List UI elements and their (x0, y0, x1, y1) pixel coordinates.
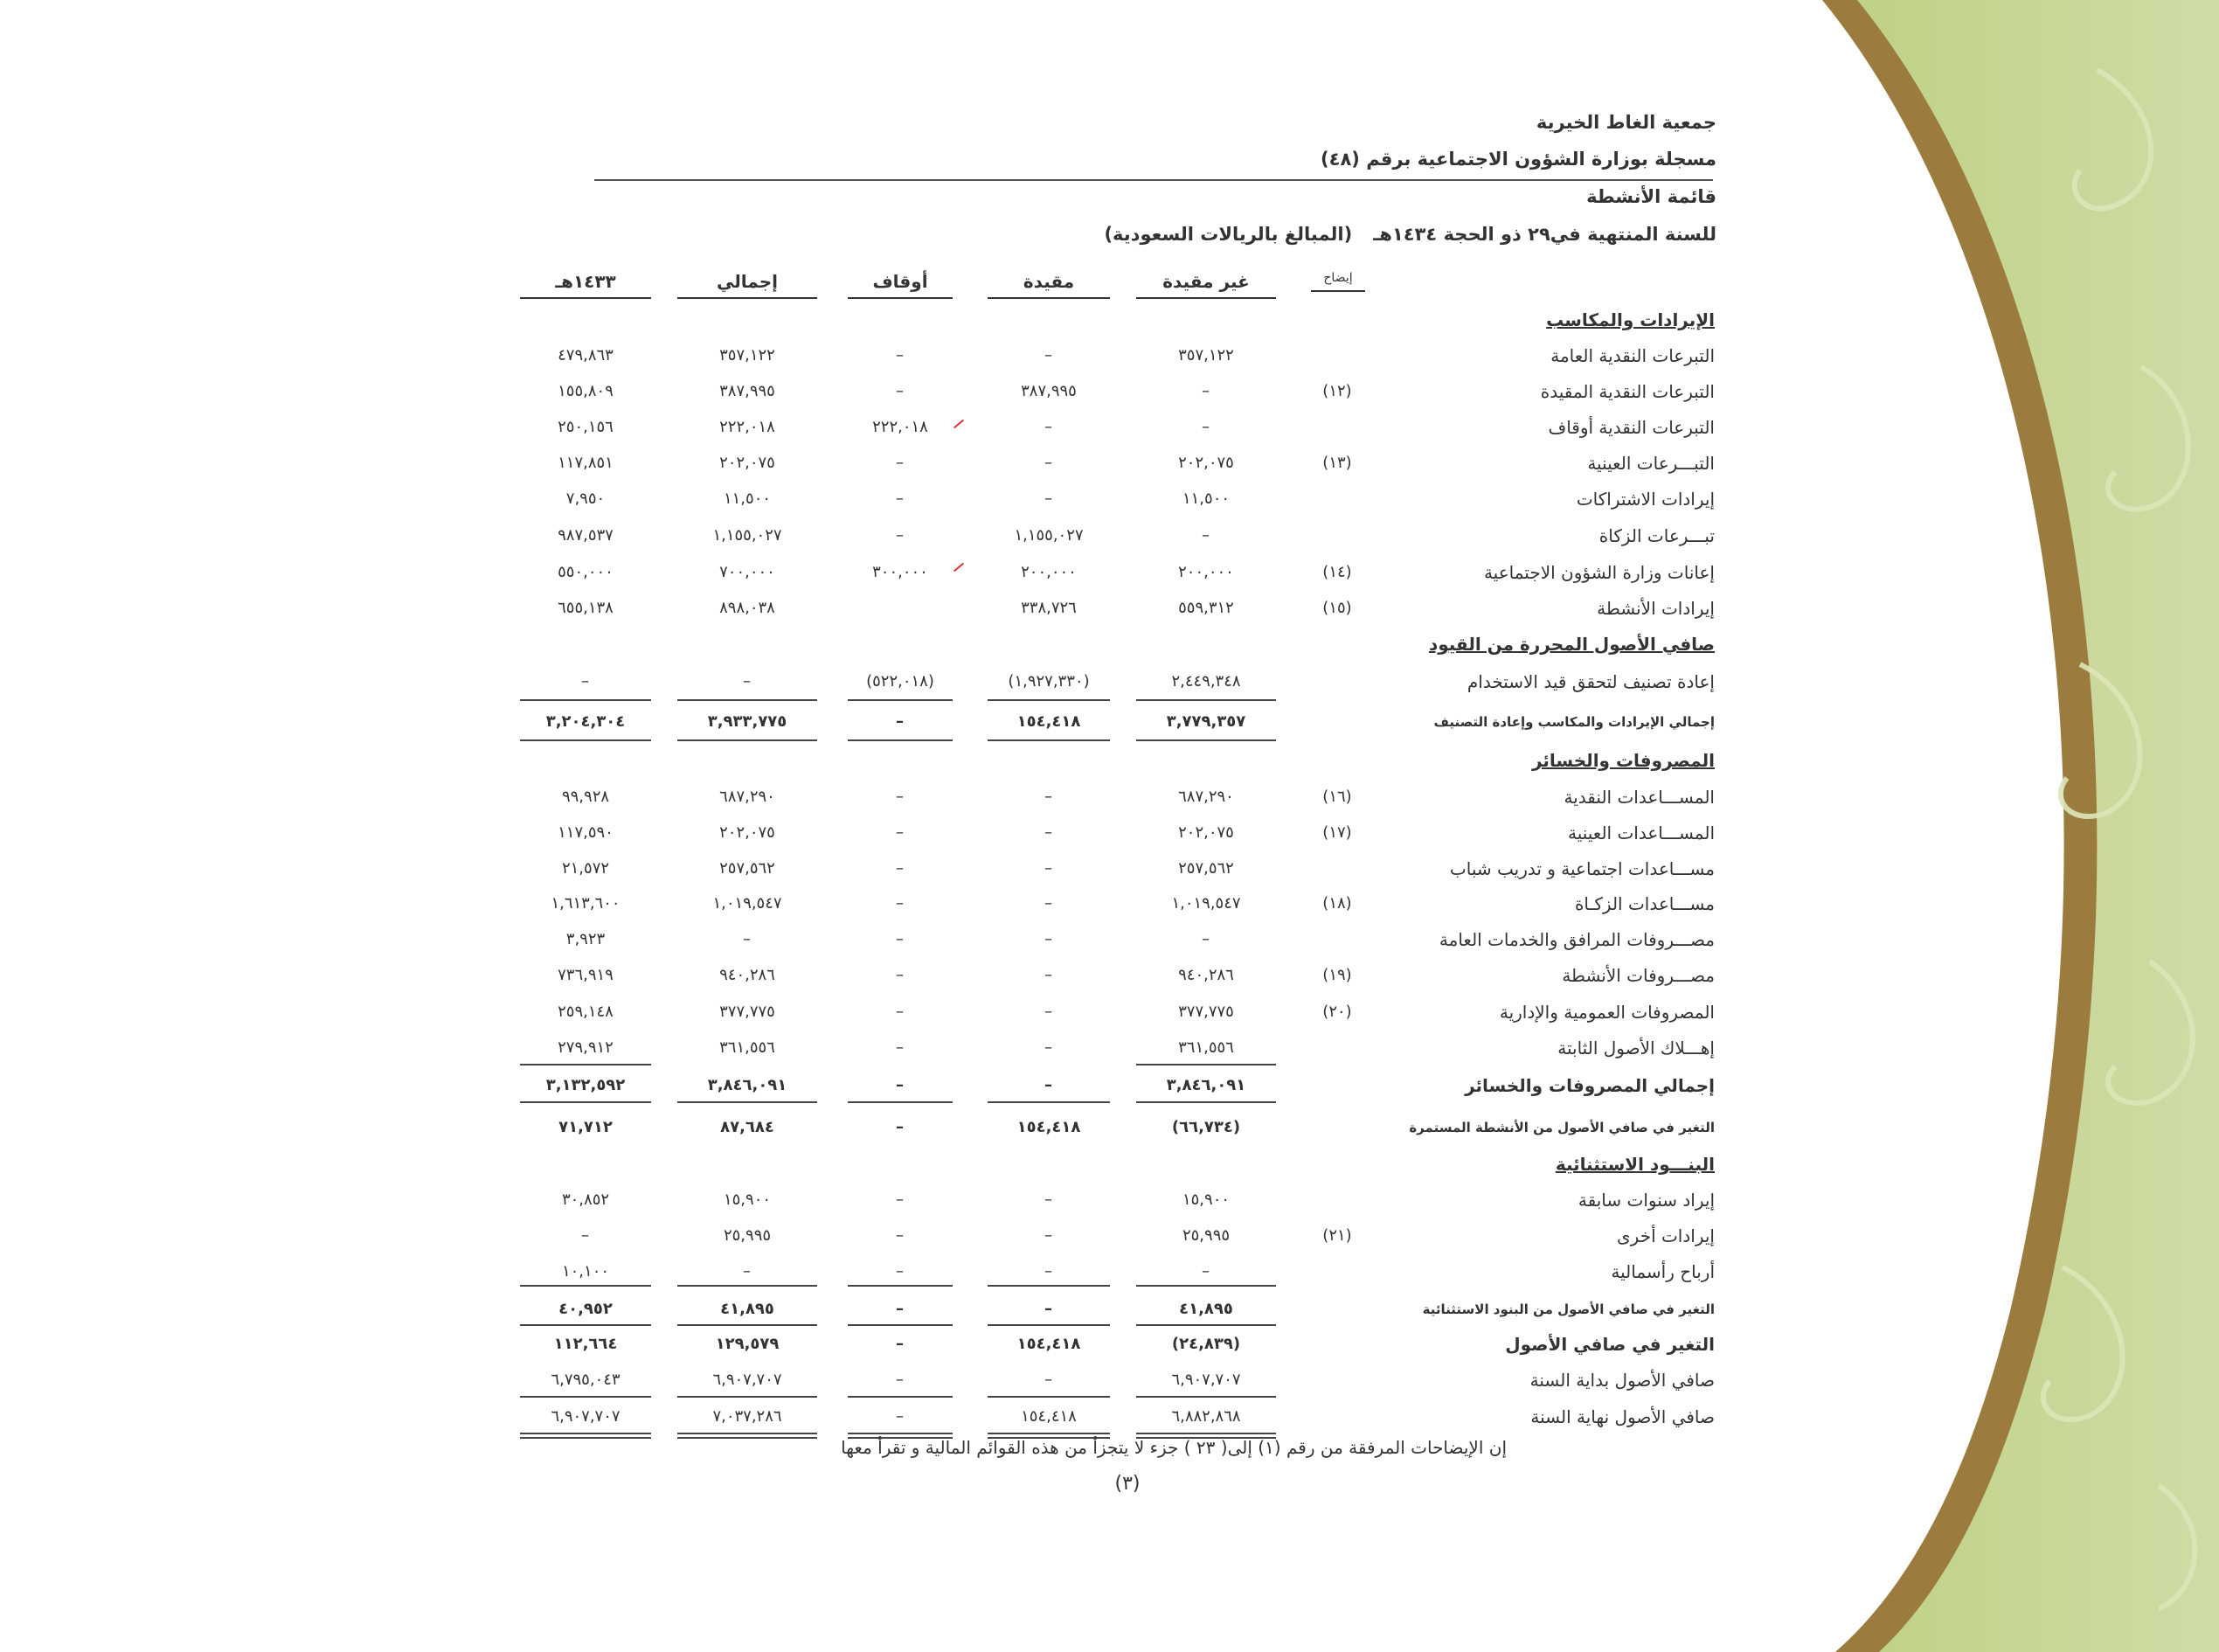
unrestricted-cell: ٢٠٠,٠٠٠ (1178, 563, 1234, 581)
unrestricted-cell: ٤١,٨٩٥ (1179, 1300, 1233, 1318)
single-rule (988, 739, 1110, 741)
row-label: التغير في صافي الأصول من البنود الاستثنائية (1422, 1301, 1715, 1317)
row-label: مســـاعدات اجتماعية و تدريب شباب (1449, 858, 1715, 879)
restricted-cell: (١,٩٢٧,٣٣٠) (1008, 672, 1090, 691)
prev-year-cell: ٩٨٧,٥٣٧ (558, 526, 614, 545)
table-row (0, 1070, 2219, 1101)
prev-year-cell: ١١٧,٥٩٠ (558, 823, 614, 842)
page-number: (٣) (1114, 1473, 1141, 1495)
col-header-note: إيضاح (1311, 271, 1365, 292)
note-cell: (٢٠) (1322, 1003, 1352, 1021)
awqaf-cell: ٢٢٢,٠١٨ (872, 418, 928, 436)
awqaf-cell: – (896, 1226, 905, 1245)
table-row (0, 304, 2219, 336)
total-cell: – (743, 930, 752, 948)
single-rule (848, 739, 953, 741)
prev-year-cell: ٦,٧٩٥,٠٤٣ (551, 1371, 621, 1389)
restricted-cell: ٣٣٨,٧٢٦ (1021, 599, 1077, 617)
note-cell: (١٦) (1322, 788, 1352, 806)
single-rule (988, 1396, 1110, 1398)
single-rule (520, 1285, 651, 1287)
single-rule (520, 1324, 651, 1326)
awqaf-cell: – (896, 930, 905, 948)
total-cell: ٨٧,٦٨٤ (720, 1118, 774, 1136)
total-cell: ٧٠٠,٠٠٠ (719, 563, 775, 581)
single-rule (520, 1396, 651, 1398)
unrestricted-cell: ٥٥٩,٣١٢ (1178, 599, 1234, 617)
col-header-total: إجمالي (677, 271, 817, 299)
row-label: صافي الأصول بداية السنة (1529, 1370, 1715, 1391)
restricted-cell: – (1044, 894, 1053, 913)
prev-year-cell: ٢١,٥٧٢ (561, 859, 610, 878)
footer-note: إن الإيضاحات المرفقة من رقم (١) إلى( ٢٣ ) جزء لا يتجزأ من هذه القوائم المالية و تقرأ معها (841, 1437, 1507, 1458)
single-rule (848, 1285, 953, 1287)
table-row (0, 817, 2219, 849)
table-row (0, 996, 2219, 1028)
table-row (0, 520, 2219, 552)
row-label: التبرعات النقدية المقيدة (1540, 381, 1715, 402)
restricted-cell: – (1044, 346, 1053, 364)
awqaf-cell: – (896, 1300, 905, 1318)
prev-year-cell: ٦,٩٠٧,٧٠٧ (551, 1407, 621, 1426)
single-rule (677, 1324, 817, 1326)
total-cell: ٢٠٢,٠٧٥ (719, 454, 775, 472)
total-cell: ٣٥٧,١٢٢ (719, 346, 775, 364)
row-label: إيرادات الأنشطة (1597, 598, 1715, 619)
table-row (0, 448, 2219, 479)
prev-year-cell: ٢٥٠,١٥٦ (558, 418, 614, 436)
row-label: إعانات وزارة الشؤون الاجتماعية (1483, 562, 1715, 583)
single-rule (1136, 739, 1276, 741)
note-cell: (١٣) (1322, 454, 1352, 472)
single-rule (1136, 1101, 1276, 1103)
awqaf-cell: – (896, 1190, 905, 1209)
note-cell: (١٩) (1322, 966, 1352, 984)
double-rule (677, 1433, 817, 1439)
unrestricted-cell: ٢٥,٩٩٥ (1182, 1226, 1231, 1245)
single-rule (1136, 1285, 1276, 1287)
unrestricted-cell: ٦٨٧,٢٩٠ (1178, 788, 1234, 806)
row-label: صافي الأصول المحررة من القيود (1428, 634, 1715, 655)
restricted-cell: – (1044, 489, 1053, 508)
table-row (0, 853, 2219, 885)
note-cell: (١٥) (1322, 599, 1352, 617)
table-row (0, 483, 2219, 515)
single-rule (1136, 1064, 1276, 1065)
note-cell: (١٤) (1322, 563, 1352, 581)
awqaf-cell: – (896, 1003, 905, 1021)
restricted-cell: – (1044, 1076, 1053, 1094)
total-cell: – (743, 1262, 752, 1281)
single-rule (848, 1396, 953, 1398)
unrestricted-cell: ٢,٤٤٩,٣٤٨ (1171, 672, 1241, 691)
row-label: تبـــرعات الزكاة (1598, 525, 1715, 546)
awqaf-cell: – (896, 382, 905, 400)
prev-year-cell: ٤٠,٩٥٢ (558, 1300, 613, 1318)
row-label: التبـــرعات العينية (1587, 453, 1715, 474)
total-cell: ٧,٠٣٧,٢٨٦ (712, 1407, 782, 1426)
row-label: إجمالي المصروفات والخسائر (1465, 1075, 1715, 1096)
row-label: مصـــروفات المرافق والخدمات العامة (1439, 929, 1715, 950)
unrestricted-cell: ٣٥٧,١٢٢ (1178, 346, 1234, 364)
table-row (0, 1256, 2219, 1288)
unrestricted-cell: – (1202, 1262, 1210, 1281)
row-label: مســـاعدات الزكـاة (1574, 893, 1715, 914)
col-header-awqaf: أوقاف (848, 271, 953, 299)
total-cell: ٣٧٧,٧٧٥ (719, 1003, 775, 1021)
awqaf-cell: – (896, 823, 905, 842)
col-header-restricted: مقيدة (988, 271, 1110, 299)
total-cell: ١٥,٩٠٠ (723, 1190, 772, 1209)
unrestricted-cell: – (1202, 382, 1210, 400)
prev-year-cell: ٢٥٩,١٤٨ (558, 1003, 614, 1021)
total-cell: ١,١٥٥,٠٢٧ (712, 526, 782, 545)
header-divider (594, 179, 1713, 181)
col-header-prev-year: ١٤٣٣هـ (520, 271, 651, 299)
single-rule (988, 699, 1110, 701)
prev-year-cell: ١١٧,٨٥١ (558, 454, 614, 472)
unrestricted-cell: ٢٠٢,٠٧٥ (1178, 454, 1234, 472)
awqaf-cell: – (896, 346, 905, 364)
row-label: التغير في صافي الأصول من الأنشطة المستمرة (1409, 1120, 1715, 1135)
unrestricted-cell: ٣,٧٧٩,٣٥٧ (1166, 712, 1246, 731)
unrestricted-cell: ٣٦١,٥٥٦ (1178, 1038, 1234, 1057)
restricted-cell: – (1044, 1262, 1053, 1281)
single-rule (848, 699, 953, 701)
unrestricted-cell: – (1202, 418, 1210, 436)
awqaf-cell: – (896, 454, 905, 472)
prev-year-cell: ٣,٩٢٣ (565, 930, 606, 948)
total-cell: ٣,٨٤٦,٠٩١ (707, 1076, 787, 1094)
restricted-cell: – (1044, 1003, 1053, 1021)
single-rule (1136, 1396, 1276, 1398)
table-row (0, 1329, 2219, 1360)
total-cell: ١١,٥٠٠ (723, 489, 772, 508)
unrestricted-cell: ٢٥٧,٥٦٢ (1178, 859, 1234, 878)
prev-year-cell: ٧٣٦,٩١٩ (558, 966, 614, 984)
restricted-cell: ١,١٥٥,٠٢٧ (1014, 526, 1084, 545)
unrestricted-cell: – (1202, 930, 1210, 948)
awqaf-cell: – (896, 859, 905, 878)
awqaf-cell: – (896, 894, 905, 913)
period-line (1104, 224, 1716, 245)
currency-unit: (المبالغ بالريالات السعودية) (1104, 224, 1353, 245)
single-rule (988, 1285, 1110, 1287)
table-row (0, 340, 2219, 371)
row-label: إجمالي الإيرادات والمكاسب وإعادة التصنيف (1433, 714, 1715, 730)
row-label: المســـاعدات النقدية (1564, 787, 1715, 808)
row-label: صافي الأصول نهاية السنة (1530, 1406, 1715, 1427)
single-rule (1136, 699, 1276, 701)
table-row (0, 781, 2219, 813)
row-label: الإيرادات والمكاسب (1546, 309, 1715, 330)
prev-year-cell: ٦٥٥,١٣٨ (558, 599, 614, 617)
single-rule (677, 699, 817, 701)
double-rule (520, 1433, 651, 1439)
total-cell: ١,٠١٩,٥٤٧ (712, 894, 782, 913)
restricted-cell: – (1044, 1371, 1053, 1389)
total-cell: ٩٤٠,٢٨٦ (719, 966, 775, 984)
prev-year-cell: ٤٧٩,٨٦٣ (558, 346, 614, 364)
unrestricted-cell: ١٥,٩٠٠ (1182, 1190, 1231, 1209)
row-label: إعادة تصنيف لتحقق قيد الاستخدام (1467, 671, 1715, 692)
row-label: المصروفات والخسائر (1531, 750, 1715, 771)
awqaf-cell: ٣٠٠,٠٠٠ (872, 563, 928, 581)
single-rule (677, 1101, 817, 1103)
row-label: إيرادات الاشتراكات (1576, 489, 1715, 510)
prev-year-cell: ٩٩,٩٢٨ (561, 788, 610, 806)
table-row (0, 1149, 2219, 1180)
row-label: أرباح رأسمالية (1611, 1261, 1715, 1282)
total-cell: ١٢٩,٥٧٩ (715, 1335, 780, 1353)
awqaf-cell: – (896, 788, 905, 806)
table-row (0, 745, 2219, 776)
restricted-cell: – (1044, 930, 1053, 948)
single-rule (677, 739, 817, 741)
unrestricted-cell: ٦,٨٨٢,٨٦٨ (1171, 1407, 1241, 1426)
restricted-cell: ١٥٤,٤١٨ (1016, 1118, 1081, 1136)
note-cell: (٢١) (1322, 1226, 1352, 1245)
table-row (0, 557, 2219, 588)
prev-year-cell: ٣,٢٠٤,٣٠٤ (545, 712, 626, 731)
prev-year-cell: ١٠,١٠٠ (561, 1262, 610, 1281)
note-cell: (١٢) (1322, 382, 1352, 400)
table-row (0, 376, 2219, 407)
prev-year-cell: – (581, 1226, 590, 1245)
single-rule (677, 1396, 817, 1398)
total-cell: ٤١,٨٩٥ (720, 1300, 774, 1318)
awqaf-cell: – (896, 526, 905, 545)
awqaf-cell: – (896, 1371, 905, 1389)
row-label: مصـــروفات الأنشطة (1562, 965, 1715, 986)
table-row (0, 924, 2219, 955)
total-cell: ٦,٩٠٧,٧٠٧ (712, 1371, 782, 1389)
prev-year-cell: ١,٦١٣,٦٠٠ (551, 894, 621, 913)
awqaf-cell: (٥٢٢,٠١٨) (866, 672, 934, 691)
total-cell: ٦٨٧,٢٩٠ (719, 788, 775, 806)
restricted-cell: – (1044, 454, 1053, 472)
total-cell: ٢٥٧,٥٦٢ (719, 859, 775, 878)
row-label: التبرعات النقدية العامة (1550, 345, 1715, 366)
total-cell: – (743, 672, 752, 691)
restricted-cell: – (1044, 1038, 1053, 1057)
restricted-cell: ١٥٤,٤١٨ (1016, 712, 1081, 731)
table-row (0, 1112, 2219, 1143)
org-name: جمعية الغاط الخيرية (1536, 112, 1716, 133)
prev-year-cell: ٢٧٩,٩١٢ (558, 1038, 614, 1057)
total-cell: ٣,٩٣٣,٧٧٥ (707, 712, 787, 731)
table-row (0, 1184, 2219, 1216)
awqaf-cell: – (896, 1335, 905, 1353)
awqaf-cell: – (896, 1262, 905, 1281)
single-rule (520, 1101, 651, 1103)
total-cell: ٢٠٢,٠٧٥ (719, 823, 775, 842)
unrestricted-cell: ١١,٥٠٠ (1182, 489, 1231, 508)
table-row (0, 1032, 2219, 1064)
restricted-cell: – (1044, 1300, 1053, 1318)
awqaf-cell: – (896, 1076, 905, 1094)
unrestricted-cell: ٦,٩٠٧,٧٠٧ (1171, 1371, 1241, 1389)
unrestricted-cell: ٢٠٢,٠٧٥ (1178, 823, 1234, 842)
restricted-cell: – (1044, 788, 1053, 806)
restricted-cell: – (1044, 859, 1053, 878)
prev-year-cell: – (581, 672, 590, 691)
table-row (0, 412, 2219, 443)
single-rule (677, 1285, 817, 1287)
row-label: التغير في صافي الأصول (1505, 1334, 1715, 1355)
restricted-cell: ١٥٤,٤١٨ (1021, 1407, 1077, 1426)
note-cell: (١٧) (1322, 823, 1352, 842)
single-rule (520, 1064, 651, 1065)
single-rule (848, 1101, 953, 1103)
prev-year-cell: ٧,٩٥٠ (565, 489, 606, 508)
restricted-cell: – (1044, 418, 1053, 436)
single-rule (1136, 1324, 1276, 1326)
restricted-cell: – (1044, 1190, 1053, 1209)
table-row (0, 888, 2219, 920)
unrestricted-cell: – (1202, 526, 1210, 545)
row-label: البنـــود الاستثنائية (1555, 1154, 1715, 1175)
table-row (0, 1364, 2219, 1396)
row-label: إيرادات أخرى (1617, 1225, 1715, 1246)
single-rule (988, 1324, 1110, 1326)
total-cell: ٣٦١,٥٥٦ (719, 1038, 775, 1057)
single-rule (520, 699, 651, 701)
prev-year-cell: ١١٢,٦٦٤ (553, 1335, 618, 1353)
prev-year-cell: ١٥٥,٨٠٩ (558, 382, 614, 400)
prev-year-cell: ٣٠,٨٥٢ (561, 1190, 610, 1209)
awqaf-cell: – (896, 1038, 905, 1057)
prev-year-cell: ٣,١٣٢,٥٩٢ (545, 1076, 626, 1094)
table-row (0, 1294, 2219, 1325)
table-row (0, 1220, 2219, 1252)
total-cell: ٢٥,٩٩٥ (723, 1226, 772, 1245)
unrestricted-cell: ٣٧٧,٧٧٥ (1178, 1003, 1234, 1021)
table-row (0, 666, 2219, 698)
unrestricted-cell: ١,٠١٩,٥٤٧ (1171, 894, 1241, 913)
awqaf-cell: – (896, 489, 905, 508)
note-cell: (١٨) (1322, 894, 1352, 913)
unrestricted-cell: (٢٤,٨٣٩) (1171, 1335, 1241, 1353)
row-label: إهـــلاك الأصول الثابتة (1557, 1038, 1715, 1059)
restricted-cell: – (1044, 823, 1053, 842)
restricted-cell: – (1044, 1226, 1053, 1245)
total-cell: ٨٩٨,٠٣٨ (719, 599, 775, 617)
restricted-cell: – (1044, 966, 1053, 984)
prev-year-cell: ٧١,٧١٢ (558, 1118, 613, 1136)
unrestricted-cell: (٦٦,٧٣٤) (1171, 1118, 1241, 1136)
prev-year-cell: ٥٥٠,٠٠٠ (558, 563, 614, 581)
total-cell: ٢٢٢,٠١٨ (719, 418, 775, 436)
restricted-cell: ١٥٤,٤١٨ (1016, 1335, 1081, 1353)
row-label: المصروفات العمومية والإدارية (1499, 1002, 1715, 1023)
registration-line: مسجلة بوزارة الشؤون الاجتماعية برقم (٤٨) (1321, 149, 1716, 170)
total-cell: ٣٨٧,٩٩٥ (719, 382, 775, 400)
statement-title: قائمة الأنشطة (1586, 186, 1716, 207)
table-row (0, 628, 2219, 660)
table-row (0, 1401, 2219, 1433)
table-row (0, 593, 2219, 624)
awqaf-cell: – (896, 1407, 905, 1426)
period-text: للسنة المنتهية في٢٩ ذو الحجة ١٤٣٤هـ (1373, 224, 1716, 245)
row-label: التبرعات النقدية أوقاف (1548, 417, 1715, 438)
single-rule (520, 739, 651, 741)
unrestricted-cell: ٣,٨٤٦,٠٩١ (1166, 1076, 1246, 1094)
single-rule (988, 1101, 1110, 1103)
awqaf-cell: – (896, 966, 905, 984)
row-label: المســـاعدات العينية (1567, 823, 1715, 843)
awqaf-cell: – (896, 712, 905, 731)
awqaf-cell: – (896, 1118, 905, 1136)
unrestricted-cell: ٩٤٠,٢٨٦ (1178, 966, 1234, 984)
table-row (0, 960, 2219, 991)
restricted-cell: ٣٨٧,٩٩٥ (1021, 382, 1077, 400)
table-row (0, 706, 2219, 738)
restricted-cell: ٢٠٠,٠٠٠ (1021, 563, 1077, 581)
row-label: إيراد سنوات سابقة (1578, 1190, 1715, 1211)
single-rule (848, 1324, 953, 1326)
col-header-unrestricted: غير مقيدة (1136, 271, 1276, 299)
